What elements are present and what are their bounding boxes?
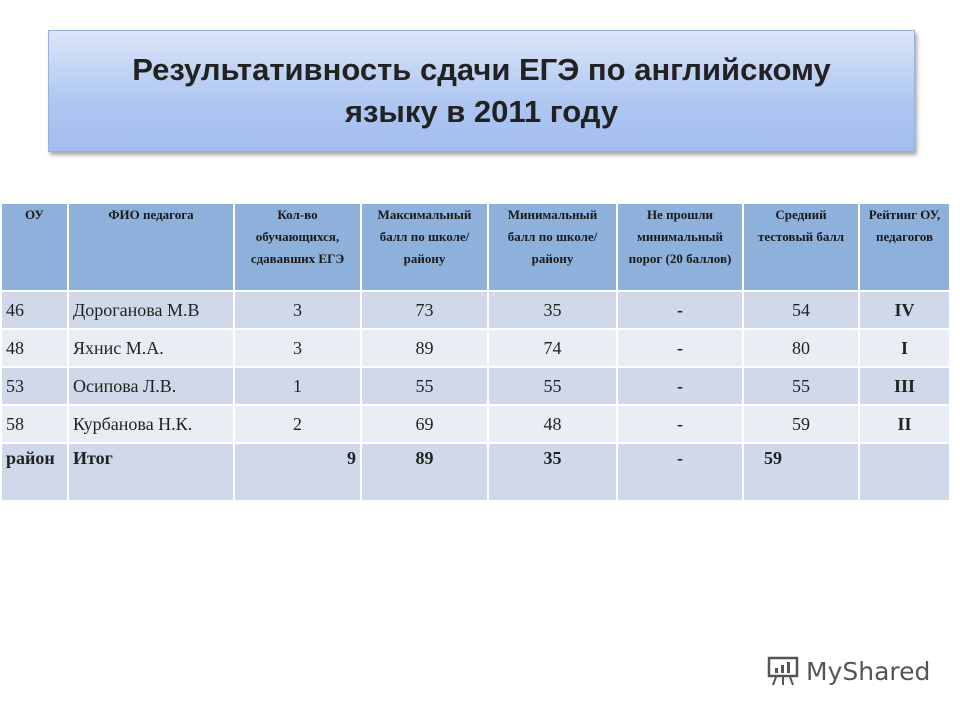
table-cell: Итог bbox=[68, 443, 234, 501]
header-cell: ФИО педагога bbox=[68, 203, 234, 291]
table-cell: 35 bbox=[488, 443, 617, 501]
table-cell: - bbox=[617, 367, 743, 405]
table-row bbox=[1, 291, 950, 329]
table-row bbox=[1, 367, 950, 405]
table-cell: 59 bbox=[743, 405, 859, 443]
table-cell: 54 bbox=[743, 291, 859, 329]
table-cell: 58 bbox=[1, 405, 68, 443]
results-table bbox=[0, 202, 951, 502]
table-cell: I bbox=[859, 329, 950, 367]
header-cell: Не прошли минимальный порог (20 баллов) bbox=[617, 203, 743, 291]
table-cell: - bbox=[617, 405, 743, 443]
table-cell: 69 bbox=[361, 405, 488, 443]
header-cell: Кол-во обучающихся, сдававших ЕГЭ bbox=[234, 203, 361, 291]
table-cell: - bbox=[617, 443, 743, 501]
table-cell: район bbox=[1, 443, 68, 501]
table-cell: Дороганова М.В bbox=[68, 291, 234, 329]
table-cell: 1 bbox=[234, 367, 361, 405]
table-row bbox=[1, 443, 950, 501]
slide-title-box bbox=[48, 30, 915, 152]
table-cell: 3 bbox=[234, 329, 361, 367]
table-cell: 89 bbox=[361, 443, 488, 501]
table-cell: 55 bbox=[361, 367, 488, 405]
table-cell: 53 bbox=[1, 367, 68, 405]
table-cell: Яхнис М.А. bbox=[68, 329, 234, 367]
table-row bbox=[1, 405, 950, 443]
presentation-board-icon bbox=[766, 655, 800, 687]
table-cell: IV bbox=[859, 291, 950, 329]
table-cell: II bbox=[859, 405, 950, 443]
table-row bbox=[1, 329, 950, 367]
slide-title: Результативность сдачи ЕГЭ по английскому языку в 2011 году bbox=[132, 52, 831, 129]
table-cell: 89 bbox=[361, 329, 488, 367]
table-cell bbox=[859, 443, 950, 501]
table-cell: 48 bbox=[488, 405, 617, 443]
table-cell: 48 bbox=[1, 329, 68, 367]
table-cell: 74 bbox=[488, 329, 617, 367]
table-cell: 35 bbox=[488, 291, 617, 329]
table-cell: - bbox=[617, 291, 743, 329]
watermark-text: MyShared bbox=[806, 656, 931, 686]
table-cell: 73 bbox=[361, 291, 488, 329]
header-cell: Минимальный балл по школе/ району bbox=[488, 203, 617, 291]
table-cell: 59 bbox=[743, 443, 859, 501]
table-cell: Осипова Л.В. bbox=[68, 367, 234, 405]
table-cell: 2 bbox=[234, 405, 361, 443]
table-cell: 55 bbox=[743, 367, 859, 405]
header-cell: Максимальный балл по школе/ району bbox=[361, 203, 488, 291]
header-cell: Рейтинг ОУ, педагогов bbox=[859, 203, 950, 291]
table-cell: 3 bbox=[234, 291, 361, 329]
table-cell: 55 bbox=[488, 367, 617, 405]
table-cell: 80 bbox=[743, 329, 859, 367]
table-cell: 46 bbox=[1, 291, 68, 329]
header-cell: Средний тестовый балл bbox=[743, 203, 859, 291]
header-cell: ОУ bbox=[1, 203, 68, 291]
table-cell: 9 bbox=[234, 443, 361, 501]
table-cell: III bbox=[859, 367, 950, 405]
header-row bbox=[1, 203, 950, 291]
table-cell: Курбанова Н.К. bbox=[68, 405, 234, 443]
myshared-watermark bbox=[766, 655, 930, 687]
table-cell: - bbox=[617, 329, 743, 367]
